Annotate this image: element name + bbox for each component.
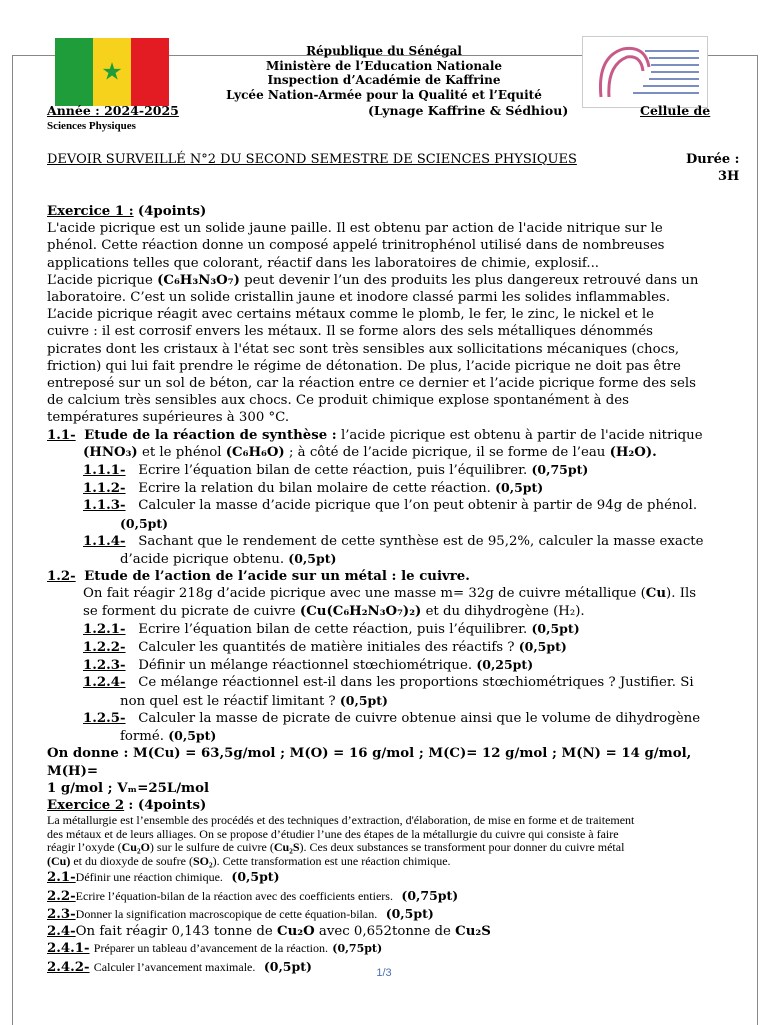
ex1-text-line: de calcium très sensibles aux chocs. Ce produit chimique explose spontanément à des — [47, 393, 629, 409]
ex1-text-line: L’acide picrique (C₆H₃N₃O₇) peut devenir l’un des produits les plus dangereux retrouvé dans un — [47, 272, 699, 288]
exercise-1 — [47, 203, 741, 976]
question-1-1-1: 1.1.1- Ecrire l’équation bilan de cette réaction, puis l’équilibrer. (0,75pt) — [83, 462, 589, 479]
header-ministry: Ministère de l’Education Nationale — [265, 58, 503, 73]
question-1-1-3-points: (0,5pt) — [120, 515, 169, 531]
question-2-1: 2.1-Définir une réaction chimique. (0,5pt) — [47, 869, 280, 886]
question-1-1-4: 1.1.4- Sachant que le rendement de cette synthèse est de 95,2%, calculer la masse exacte — [83, 533, 704, 549]
ex1-text-line: phénol. Cette réaction donne un composé appelé trinitrophénol utilisé dans de nombreuses — [47, 238, 665, 254]
ex2-text-line: La métallurgie est l’ensemble des procédés et des techniques d’extraction, d'élaboration, de mise en forme et de traitement — [47, 813, 635, 828]
question-1-2: 1.2- Etude de l’action de l’acide sur un métal : le cuivre. — [47, 569, 470, 585]
ex1-text-line: friction) qui lui fait prendre le régime de détonation. De plus, l’acide picrique ne doit pas être — [47, 358, 681, 374]
question-1-2-3: 1.2.3- Définir un mélange réactionnel stœchiométrique. (0,25pt) — [83, 657, 534, 674]
cell-name-2: Sciences Physiques — [47, 120, 136, 132]
question-2-3: 2.3-Donner la signification macroscopique de cette équation-bilan. (0,5pt) — [47, 905, 434, 922]
duration-label: Durée : — [686, 152, 740, 167]
network-name: (Lynage Kaffrine & Sédhiou) — [368, 103, 569, 118]
duration-value: 3H — [718, 169, 740, 184]
exercise-2-title: Exercice 2 : (4points) — [47, 797, 207, 813]
header-inspection: Inspection d’Académie de Kaffrine — [267, 73, 501, 87]
question-1-2-5: 1.2.5- Calculer la masse de picrate de cuivre obtenue ainsi que le volume de dihydrogène — [83, 710, 701, 726]
exam-title: DEVOIR SURVEILLÉ N°2 DU SECOND SEMESTRE DE SCIENCES PHYSIQUES — [47, 152, 577, 167]
given-data-cont: 1 g/mol ; Vₘ=25L/mol — [47, 780, 210, 796]
exercise-2-intro — [47, 814, 741, 868]
given-data: On donne : M(Cu) = 63,5g/mol ; M(O) = 16 g/mol ; M(C)= 12 g/mol ; M(N) = 14 g/mol, M(H)= — [47, 746, 692, 779]
question-1-1-cont: (HNO₃) et le phénol (C₆H₆O) ; à côté de l’acide picrique, il se forme de l’eau (H₂O). — [83, 444, 657, 460]
question-1-1-3: 1.1.3- Calculer la masse d’acide picrique que l’on peut obtenir à partir de 94g de phénol. — [83, 498, 698, 514]
question-1-1: 1.1- Etude de la réaction de synthèse : l’acide picrique est obtenu à partir de l'acide nitrique — [47, 427, 703, 443]
ex2-text-line: réagir l’oxyde (Cu₂O) sur le sulfure de cuivre (Cu₂S). Ces deux substances se transforment pour donner du cuivre métal — [47, 840, 625, 855]
question-1-1-2: 1.1.2- Ecrire la relation du bilan molaire de cette réaction. (0,5pt) — [83, 480, 544, 497]
header-country: République du Sénégal — [306, 44, 462, 58]
question-1-2-4: 1.2.4- Ce mélange réactionnel est-il dans les proportions stœchiométriques ? Justifier. Si — [83, 675, 694, 691]
ex2-text-line: (Cu) et du dioxyde de soufre (SO₂). Cette transformation est une réaction chimique. — [47, 853, 451, 868]
question-2-2: 2.2-Ecrire l’équation-bilan de la réaction avec des coefficients entiers. (0,75pt) — [47, 887, 459, 904]
cell-name: Cellule de — [640, 103, 711, 118]
question-1-2-1: 1.2.1- Ecrire l’équation bilan de cette réaction, puis l’équilibrer. (0,5pt) — [83, 620, 580, 637]
question-2-4: 2.4-On fait réagir 0,143 tonne de Cu₂O avec 0,652tonne de Cu₂S — [47, 924, 491, 940]
ex1-text-line: L'acide picrique est un solide jaune paille. Il est obtenu par action de l'acide nitrique sur le — [47, 221, 663, 237]
star-icon: ★ — [101, 57, 123, 86]
question-1-2-5-cont: formé. (0,5pt) — [120, 728, 217, 745]
page-number: 1/3 — [376, 967, 392, 979]
question-2-4-2: 2.4.2- Calculer l’avancement maximale. (0,5pt) — [47, 958, 312, 975]
question-1-2-text-cont: se forment du picrate de cuivre (Cu(C₆H₂N₃O₇)₂) et du dihydrogène (H₂). — [83, 603, 585, 619]
ex2-text-line: des métaux et de leurs alliages. On se propose d’étudier l’une des étapes de la métallurgie du cuivre qui consiste à faire — [47, 826, 619, 841]
ex1-text-line: picrates dont les cristaux à l'état sec sont très sensibles aux sollicitations mécaniques (chocs, — [47, 341, 680, 357]
school-year: Année : 2024-2025 — [47, 103, 179, 118]
ex1-text-line: laboratoire. C’est un solide cristallin jaune et inodore classé parmi les solides inflammables. — [47, 290, 671, 306]
question-1-2-4-cont: non quel est le réactif limitant ? (0,5pt) — [120, 692, 388, 709]
question-1-2-text: On fait réagir 218g d’acide picrique avec une masse m= 32g de cuivre métallique (Cu). Ils — [83, 586, 697, 602]
ex1-text-line: entreposé sur un sol de béton, car la réaction entre ce dernier et l’acide picrique forme des sels — [47, 376, 696, 392]
ex1-text-line: L’acide picrique réagit avec certains métaux comme le plomb, le fer, le zinc, le nickel et le — [47, 307, 655, 323]
question-2-4-1: 2.4.1- Préparer un tableau d’avancement de la réaction. (0,75pt) — [47, 941, 383, 957]
question-1-1-4-cont: d’acide picrique obtenu. (0,5pt) — [120, 551, 337, 568]
ex1-text-line: cuivre : il est corrosif envers les métaux. Il se forme alors des sels métalliques dénommés — [47, 324, 654, 340]
exercise-1-title: Exercice 1 : (4points) — [47, 204, 207, 219]
header-school: Lycée Nation-Armée pour la Qualité et l’Equité — [226, 87, 542, 102]
question-1-2-2: 1.2.2- Calculer les quantités de matière initiales des réactifs ? (0,5pt) — [83, 639, 567, 656]
ex1-text-line: températures supérieures à 300 °C. — [47, 410, 290, 426]
ex1-text-line: applications telles que colorant, réactif dans les laboratoires de chimie, explosif... — [47, 255, 600, 271]
